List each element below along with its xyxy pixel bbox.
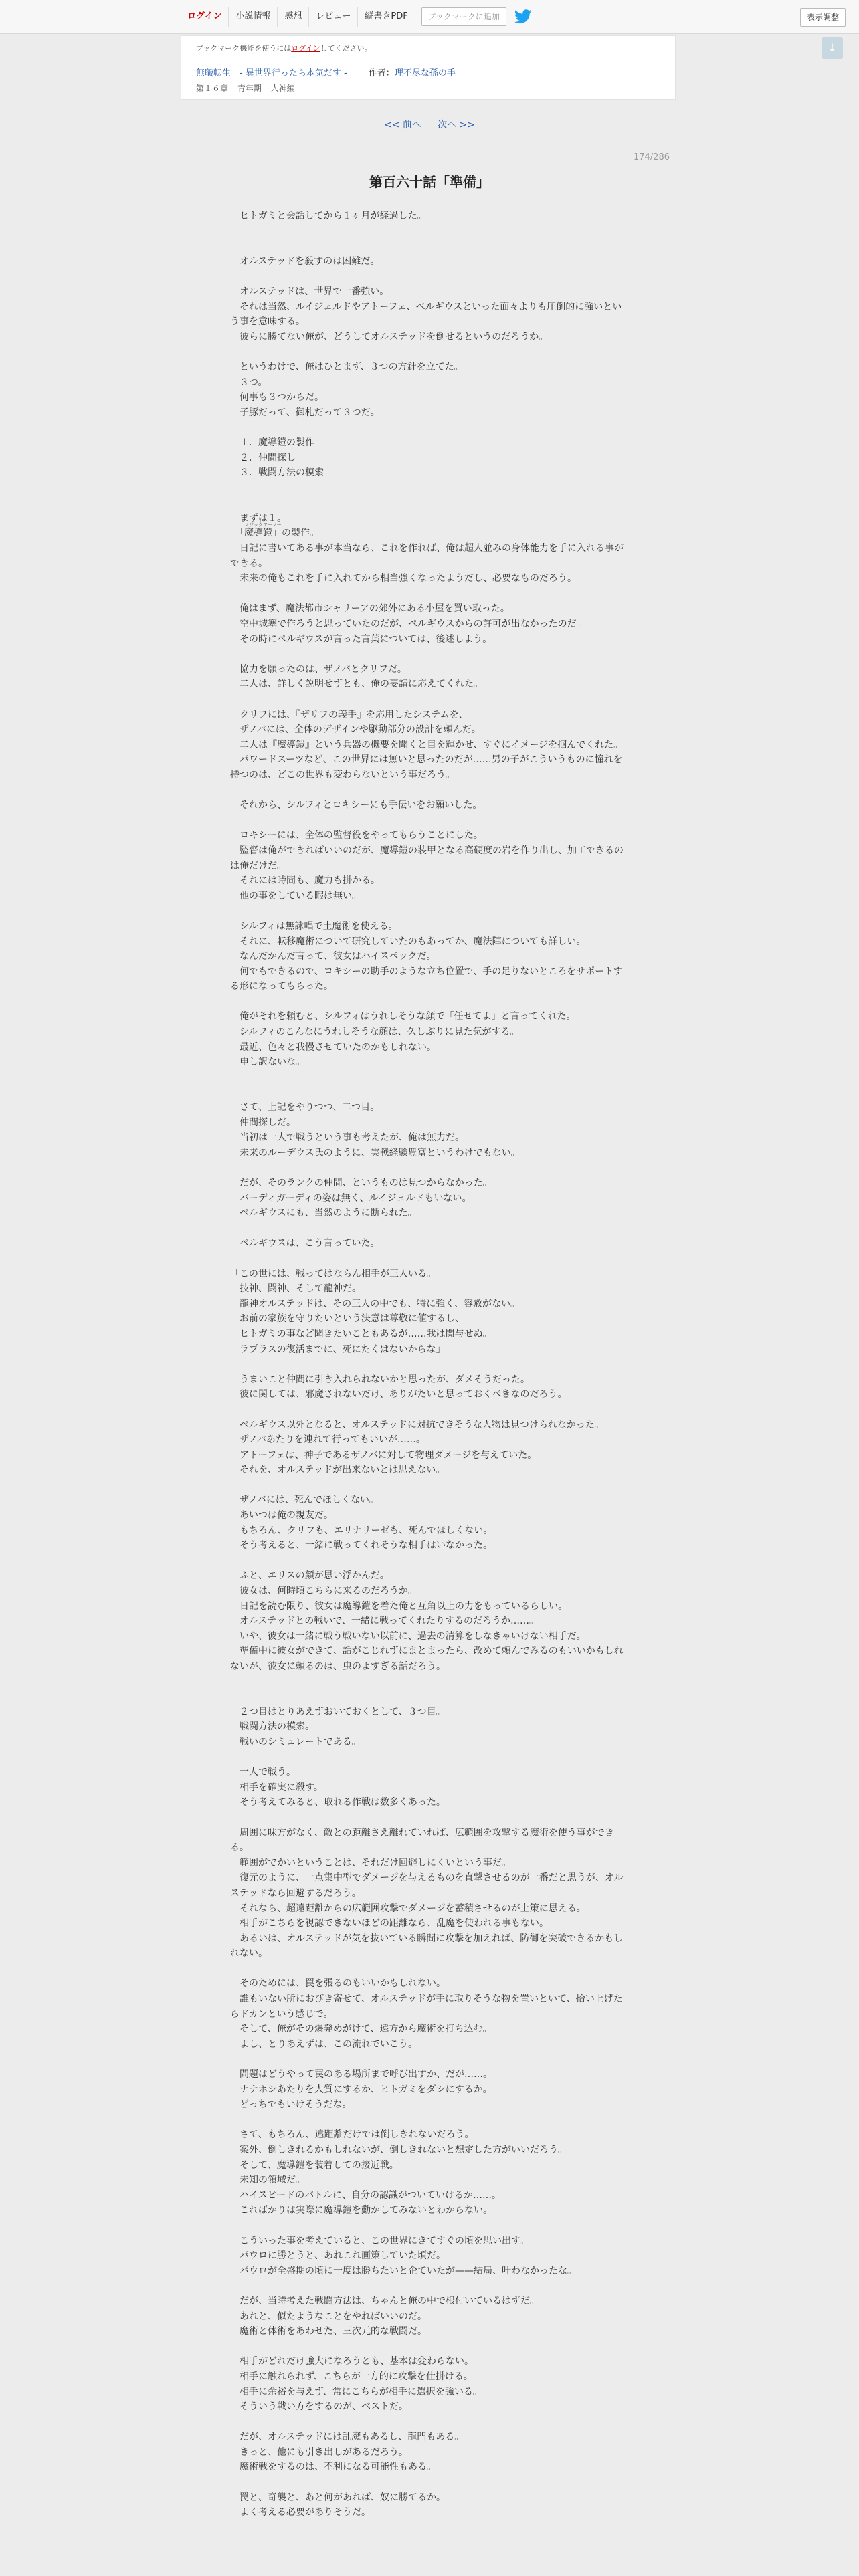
blank-line xyxy=(230,903,629,919)
nav-login-link[interactable]: ログイン xyxy=(187,11,222,21)
novel-line: パウロに勝とうと、あれこれ画策していた頃だ。 xyxy=(230,2250,446,2262)
novel-line: 仲間探しだ。 xyxy=(230,1117,296,1128)
novel-line: それは当然、ルイジェルドやアトーフェ、ベルギウスといった面々よりも圧倒的に強いという事を意味する。 xyxy=(230,301,622,328)
arc-name: 青年期 xyxy=(237,84,262,93)
novel-line-ruby: 「 マジックアーマー 魔導鎧」の製作。 xyxy=(230,522,319,539)
novel-line: 日記に書いてある事が本当なら、これを作れば、俺は超人並みの身体能力を手に入れる事ができる。 xyxy=(230,543,624,569)
main-nav xyxy=(181,7,532,27)
blank-line xyxy=(230,1553,629,1569)
novel-line: お前の家族を守りたいという決意は尊敬に値するし、 xyxy=(230,1313,464,1325)
novel-line: ヒトガミの事など聞きたいこともあるが……我は関与せぬ。 xyxy=(230,1328,492,1339)
blank-line xyxy=(230,2415,629,2430)
novel-line: 未来の俺もこれを手に入れてから相当強くなったようだし、必要なものだろう。 xyxy=(230,573,577,584)
novel-line: ２．仲間探し xyxy=(230,452,296,463)
top-navigation-bar xyxy=(0,0,859,34)
novel-line: 周囲に味方がなく、敵との距離さえ離れていれば、広範囲を攻撃する魔術を使う事ができる。 xyxy=(230,1827,614,1854)
novel-line: 罠と、奇襲と、あと何があれば、奴に勝てるか。 xyxy=(230,2492,446,2503)
novel-line: 未来のルーデウス氏のように、実戦経験豊富というわけでもない。 xyxy=(230,1147,520,1158)
novel-line: その時にペルギウスが言った言葉については、後述しよう。 xyxy=(230,633,492,645)
novel-line: それなら、超遠距離からの広範囲攻撃でダメージを蓄積させるのが上策に思える。 xyxy=(230,1903,586,1914)
novel-line: 協力を願ったのは、ザノバとクリフだ。 xyxy=(230,663,407,675)
novel-line: 彼女は、何時頃こちらに来るのだろうか。 xyxy=(230,1586,417,1597)
blank-line xyxy=(230,1675,629,1690)
novel-line: バーディガーディの姿は無く、ルイジェルドもいない。 xyxy=(230,1192,472,1204)
novel-line: それに、転移魔術について研究していたのもあってか、魔法陣についても詳しい。 xyxy=(230,936,586,947)
novel-line: それから、シルフィとロキシーにも手伝いをお願いした。 xyxy=(230,800,482,811)
novel-line: 当初は一人で戦うという事も考えたが、俺は無力だ。 xyxy=(230,1132,464,1144)
blank-line xyxy=(230,2052,629,2067)
novel-line: だが、当時考えた戦闘方法は、ちゃんと俺の中で根付いているはずだ。 xyxy=(230,2295,539,2306)
login-note-suffix: してください。 xyxy=(320,44,372,53)
novel-line: そう考えてみると、取れる作戦は数多くあった。 xyxy=(230,1797,446,1808)
novel-line: もちろん、クリフも、エリナリーゼも、死んでほしくない。 xyxy=(230,1525,493,1536)
novel-line: いや、彼女は一緒に戦う戦いない以前に、過去の清算をしなきゃいけない相手だ。 xyxy=(230,1630,586,1642)
novel-line: 二人は、詳しく説明せずとも、俺の要請に応えてくれた。 xyxy=(230,679,483,690)
blank-line xyxy=(230,1357,629,1372)
blank-line xyxy=(230,994,629,1010)
novel-line: パウロが全盛期の頃に一度は勝ちたいと企ていたが——結局、叶わなかったな。 xyxy=(230,2265,577,2276)
nav-novel-info-link[interactable]: 小説情報 xyxy=(228,7,277,27)
blank-line xyxy=(230,2339,629,2355)
novel-line: ３つ。 xyxy=(230,377,268,388)
novel-line: 何でもできるので、ロキシーの助手のような立ち位置で、手の足りないところをサポートする形になってもらった。 xyxy=(230,966,623,992)
novel-line: 相手を確実に殺す。 xyxy=(230,1782,323,1793)
blank-line xyxy=(230,1810,629,1826)
novel-line: そして、魔導鎧を装着しての接近戦。 xyxy=(230,2159,399,2171)
novel-line: 彼に関しては、邪魔されないだけ、ありがたいと思っておくべきなのだろう。 xyxy=(230,1389,567,1400)
blank-line xyxy=(230,1251,629,1267)
blank-line xyxy=(230,1221,629,1237)
chapter-title: 第百六十話「準備」 xyxy=(369,174,490,190)
author-link[interactable]: 理不尽な孫の手 xyxy=(394,68,456,78)
novel-line: 子豚だって、御札だって３つだ。 xyxy=(230,407,380,418)
novel-line: 空中城塞で作ろうと思っていたのだが、ペルギウスからの許可が出なかったのだ。 xyxy=(230,619,586,630)
blank-line xyxy=(230,2218,629,2234)
novel-line: １．魔導鎧の製作 xyxy=(230,437,314,448)
novel-line: パワードスーツなど、この世界には無いと思ったのだが……男の子がこういうものに憧れを持つのは、どこの世界も変わらないという事だろう。 xyxy=(230,754,623,780)
novel-line: ラプラスの復活までに、死にたくはないからな」 xyxy=(230,1344,446,1355)
blank-line xyxy=(230,239,629,254)
login-note-link[interactable]: ログイン xyxy=(291,44,320,53)
novel-line: ペルギウスにも、当然のように断られた。 xyxy=(230,1208,417,1219)
login-note xyxy=(196,43,660,53)
ruby-reading: マジックアーマー xyxy=(244,522,282,528)
novel-line: こればかりは実際に魔導鎧を動かしてみないとわからない。 xyxy=(230,2205,492,2216)
novel-line: そのためには、罠を張るのもいいかもしれない。 xyxy=(230,1978,446,1990)
novel-line: ペルギウスは、こう言っていた。 xyxy=(230,1238,380,1249)
blank-line xyxy=(230,496,629,511)
novel-line: どっちでもいけそうだな。 xyxy=(230,2099,352,2111)
novel-line: 他の事をしている暇は無い。 xyxy=(230,890,361,901)
display-settings-button[interactable]: 表示調整 xyxy=(800,8,846,27)
novel-line: 未知の領域だ。 xyxy=(230,2175,305,2186)
novel-line: アトーフェは、神子であるザノバに対して物理ダメージを与えていた。 xyxy=(230,1449,537,1461)
series-title-link[interactable]: 無職転生 - 異世界行ったら本気だす - xyxy=(196,68,347,78)
chapter-pager xyxy=(0,118,859,131)
novel-line: 日記を読む限り、彼女は魔導鎧を着た俺と互角以上の力をもっているらしい。 xyxy=(230,1600,567,1612)
blank-line xyxy=(230,2475,629,2490)
novel-line: だが、そのランクの仲間、というものは見つからなかった。 xyxy=(230,1178,492,1188)
nav-impressions-link[interactable]: 感想 xyxy=(277,7,308,27)
series-line xyxy=(196,66,660,78)
novel-line: ロキシーには、全体の監督役をやってもらうことにした。 xyxy=(230,830,483,841)
novel-line: きっと、他にも引き出しがあるだろう。 xyxy=(230,2446,408,2458)
novel-line: 最近、色々と我慢させていたのかもしれない。 xyxy=(230,1041,436,1053)
blank-line xyxy=(230,481,629,496)
novel-line: ザノバには、全体のデザインや駆動部分の設計を頼んだ。 xyxy=(230,724,481,736)
novel-line: あいつは俺の親友だ。 xyxy=(230,1510,333,1521)
novel-line: 範囲がでかいということは、それだけ回避しにくいという事だ。 xyxy=(230,1857,511,1868)
novel-line: だが、オルステッドには乱魔もあるし、龍門もある。 xyxy=(230,2432,464,2443)
novel-line: あれと、似たようなことをやればいいのだ。 xyxy=(230,2311,427,2322)
novel-line: うまいこと仲間に引き入れられないかと思ったが、ダメそうだった。 xyxy=(230,1374,530,1385)
blank-line xyxy=(230,1160,629,1176)
novel-line: シルフィは無詠唱で土魔術を使える。 xyxy=(230,920,398,932)
novel-line: 「この世には、戦ってはならん相手が三人いる。 xyxy=(230,1268,436,1279)
blank-line xyxy=(230,269,629,284)
novel-line: 案外、倒しきれるかもしれないが、倒しきれないと想定した方がいいだろう。 xyxy=(230,2145,567,2155)
chapter-meta xyxy=(196,82,660,94)
novel-body xyxy=(230,209,629,2520)
blank-line xyxy=(230,344,629,360)
blank-line xyxy=(230,1085,629,1100)
novel-line: 相手がこちらを視認できないほどの距離なら、乱魔を使われる事もない。 xyxy=(230,1918,549,1929)
blank-line xyxy=(230,420,629,435)
twitter-bird-icon[interactable] xyxy=(514,9,532,24)
blank-line xyxy=(230,692,629,708)
novel-line: ザノバあたりを連れて行ってもいいが……。 xyxy=(230,1434,425,1446)
novel-line: オルステッドを殺すのは困難だ。 xyxy=(230,255,380,267)
novel-line: なんだかんだ言って、彼女はハイスペックだ。 xyxy=(230,951,436,962)
novel-line: クリフには、『ザリフの義手』を応用したシステムを、 xyxy=(230,709,468,720)
add-bookmark-button[interactable]: ブックマークに追加 xyxy=(421,7,506,26)
novel-line: ペルギウス以外となると、オルステッドに対抗できそうな人物は見つけられなかった。 xyxy=(230,1419,604,1430)
novel-line: あるいは、オルステッドが気を抜いている瞬間に攻撃を加えれば、防御を突破できるかもしれない。 xyxy=(230,1933,624,1959)
blank-line xyxy=(230,586,629,602)
novel-line: さて、上記をやりつつ、二つ目。 xyxy=(230,1102,380,1113)
author-label: 作者： xyxy=(368,68,395,78)
novel-line: ナナホシあたりを人質にするか、ヒトガミをダシにするか。 xyxy=(230,2084,492,2095)
next-chapter-link[interactable]: 次へ >> xyxy=(438,120,476,130)
blank-line xyxy=(230,1070,629,1085)
novel-line: それを、オルステッドが出来ないとは思えない。 xyxy=(230,1465,446,1476)
blank-line xyxy=(230,1478,629,1493)
novel-line: こういった事を考えていると、この世界にきてすぐの頃を思い出す。 xyxy=(230,2235,529,2246)
novel-line: 復元のように、一点集中型でダメージを与えるものを直撃させるのが一番だと思うが、オルステッドなら回避するだろう。 xyxy=(230,1872,624,1899)
novel-line: 準備中に彼女ができて、話がこじれずにまとまったら、改めて頼んでみるのもいいかもしれないが、彼女に頼るのは、虫のよすぎる話だろう。 xyxy=(230,1646,624,1672)
novel-line: オルステッドとの戦いで、一緒に戦ってくれたりするのだろうか……。 xyxy=(230,1616,539,1627)
blank-line xyxy=(230,1402,629,1418)
novel-line: 一人で戦う。 xyxy=(230,1767,296,1778)
novel-line: そして、俺がその爆発めがけて、遠方から魔術を打ち込む。 xyxy=(230,2024,492,2035)
blank-line xyxy=(230,1689,629,1705)
novel-line: 相手がどれだけ強大になろうとも、基本は変わらない。 xyxy=(230,2356,474,2367)
novel-line: ２つ目はとりあえずおいておくとして、３つ目。 xyxy=(230,1706,446,1717)
novel-line: 魔術戦をするのは、不利になる可能性もある。 xyxy=(230,2462,436,2473)
novel-info-box xyxy=(181,35,676,100)
novel-line: よく考える必要がありそうだ。 xyxy=(230,2507,371,2518)
novel-line: 相手に余裕を与えず、常にこちらが相手に選択を強いる。 xyxy=(230,2386,482,2397)
novel-line: ハイスピードのバトルに、自分の認識がついていけるか……。 xyxy=(230,2189,502,2201)
novel-line: 何事も３つからだ。 xyxy=(230,392,324,403)
blank-line xyxy=(230,1961,629,1977)
novel-line: 魔術と体術をあわせた、三次元的な戦闘だ。 xyxy=(230,2326,427,2337)
novel-line: さて、もちろん、遠距離だけでは倒しきれないだろう。 xyxy=(230,2129,474,2141)
scroll-arrow-button[interactable]: ↓ xyxy=(822,37,843,59)
blank-line xyxy=(230,783,629,798)
novel-line: 問題はどうやって罠のある場所まで呼び出すか、だが……。 xyxy=(230,2069,492,2080)
page-counter: 174/286 xyxy=(633,152,670,163)
ruby-term xyxy=(244,522,282,539)
novel-line: シルフィのこんなにうれしそうな顔は、久しぶりに見た気がする。 xyxy=(230,1027,520,1038)
novel-line: 龍神オルステッドは、その三人の中でも、特に強く、容赦がない。 xyxy=(230,1298,520,1309)
novel-line: ふと、エリスの顔が思い浮かんだ。 xyxy=(230,1570,389,1582)
novel-line: そういう戦い方をするのが、ベストだ。 xyxy=(230,2401,408,2413)
novel-line: 監督は俺ができればいいのだが、魔導鎧の装甲となる高硬度の岩を作り出し、加工できるのは俺だけだ。 xyxy=(230,845,624,871)
prev-chapter-link[interactable]: << 前へ xyxy=(383,120,421,130)
novel-line: ヒトガミと会話してから１ヶ月が経過した。 xyxy=(230,211,427,221)
novel-line: それには時間も、魔力も掛かる。 xyxy=(230,875,380,887)
novel-line: というわけで、俺はひとまず、３つの方針を立てた。 xyxy=(230,361,464,372)
novel-line: オルステッドは、世界で一番強い。 xyxy=(230,286,389,297)
arc-subtitle: 人神編 xyxy=(270,84,295,93)
novel-line: 誰もいない所におびき寄せて、オルステッドが手に取りそうな物を置いといて、拾い上げたらドカンという感じで。 xyxy=(230,1994,623,2020)
novel-line: 俺はまず、魔法都市シャリーアの郊外にある小屋を買い取った。 xyxy=(230,603,510,615)
novel-line: 技神、闘神、そして龍神だ。 xyxy=(230,1283,361,1295)
blank-line xyxy=(230,813,629,829)
novel-line: そう考えると、一緒に戦ってくれそうな相手はいなかった。 xyxy=(230,1540,492,1551)
blank-line xyxy=(230,224,629,239)
blank-line xyxy=(230,2278,629,2294)
novel-line: 二人は『魔導鎧』という兵器の概要を聞くと目を輝かせ、すぐにイメージを掴んでくれた。 xyxy=(230,739,624,750)
nav-review-link[interactable]: レビュー xyxy=(308,7,357,27)
chapter-number: 第１６章 xyxy=(196,84,229,93)
novel-line: 申し訳ないな。 xyxy=(230,1057,305,1068)
ruby-base: 魔導鎧 xyxy=(244,528,272,539)
novel-line: 戦いのシミュレートである。 xyxy=(230,1736,361,1747)
novel-line: ザノバには、死んでほしくない。 xyxy=(230,1495,379,1506)
novel-line: まずは１。 xyxy=(230,512,286,524)
novel-line: 彼らに勝てない俺が、どうしてオルステッドを倒せるというのだろうか。 xyxy=(230,331,549,342)
novel-line: ３．戦闘方法の模索 xyxy=(230,467,324,479)
novel-line: よし、とりあえずは、この流れでいこう。 xyxy=(230,2038,417,2050)
novel-line: 相手に触れられず、こちらが一方的に攻撃を仕掛ける。 xyxy=(230,2371,473,2382)
nav-vertical-pdf-link[interactable]: 縦書きPDF xyxy=(357,7,414,27)
novel-line: 俺がそれを頼むと、シルフィはうれしそうな顔で「任せてよ」と言ってくれた。 xyxy=(230,1011,576,1023)
blank-line xyxy=(230,2113,629,2128)
blank-line xyxy=(230,647,629,662)
login-note-prefix: ブックマーク機能を使うには xyxy=(196,44,292,53)
novel-line: 戦闘方法の模索。 xyxy=(230,1721,314,1733)
blank-line xyxy=(230,1750,629,1765)
